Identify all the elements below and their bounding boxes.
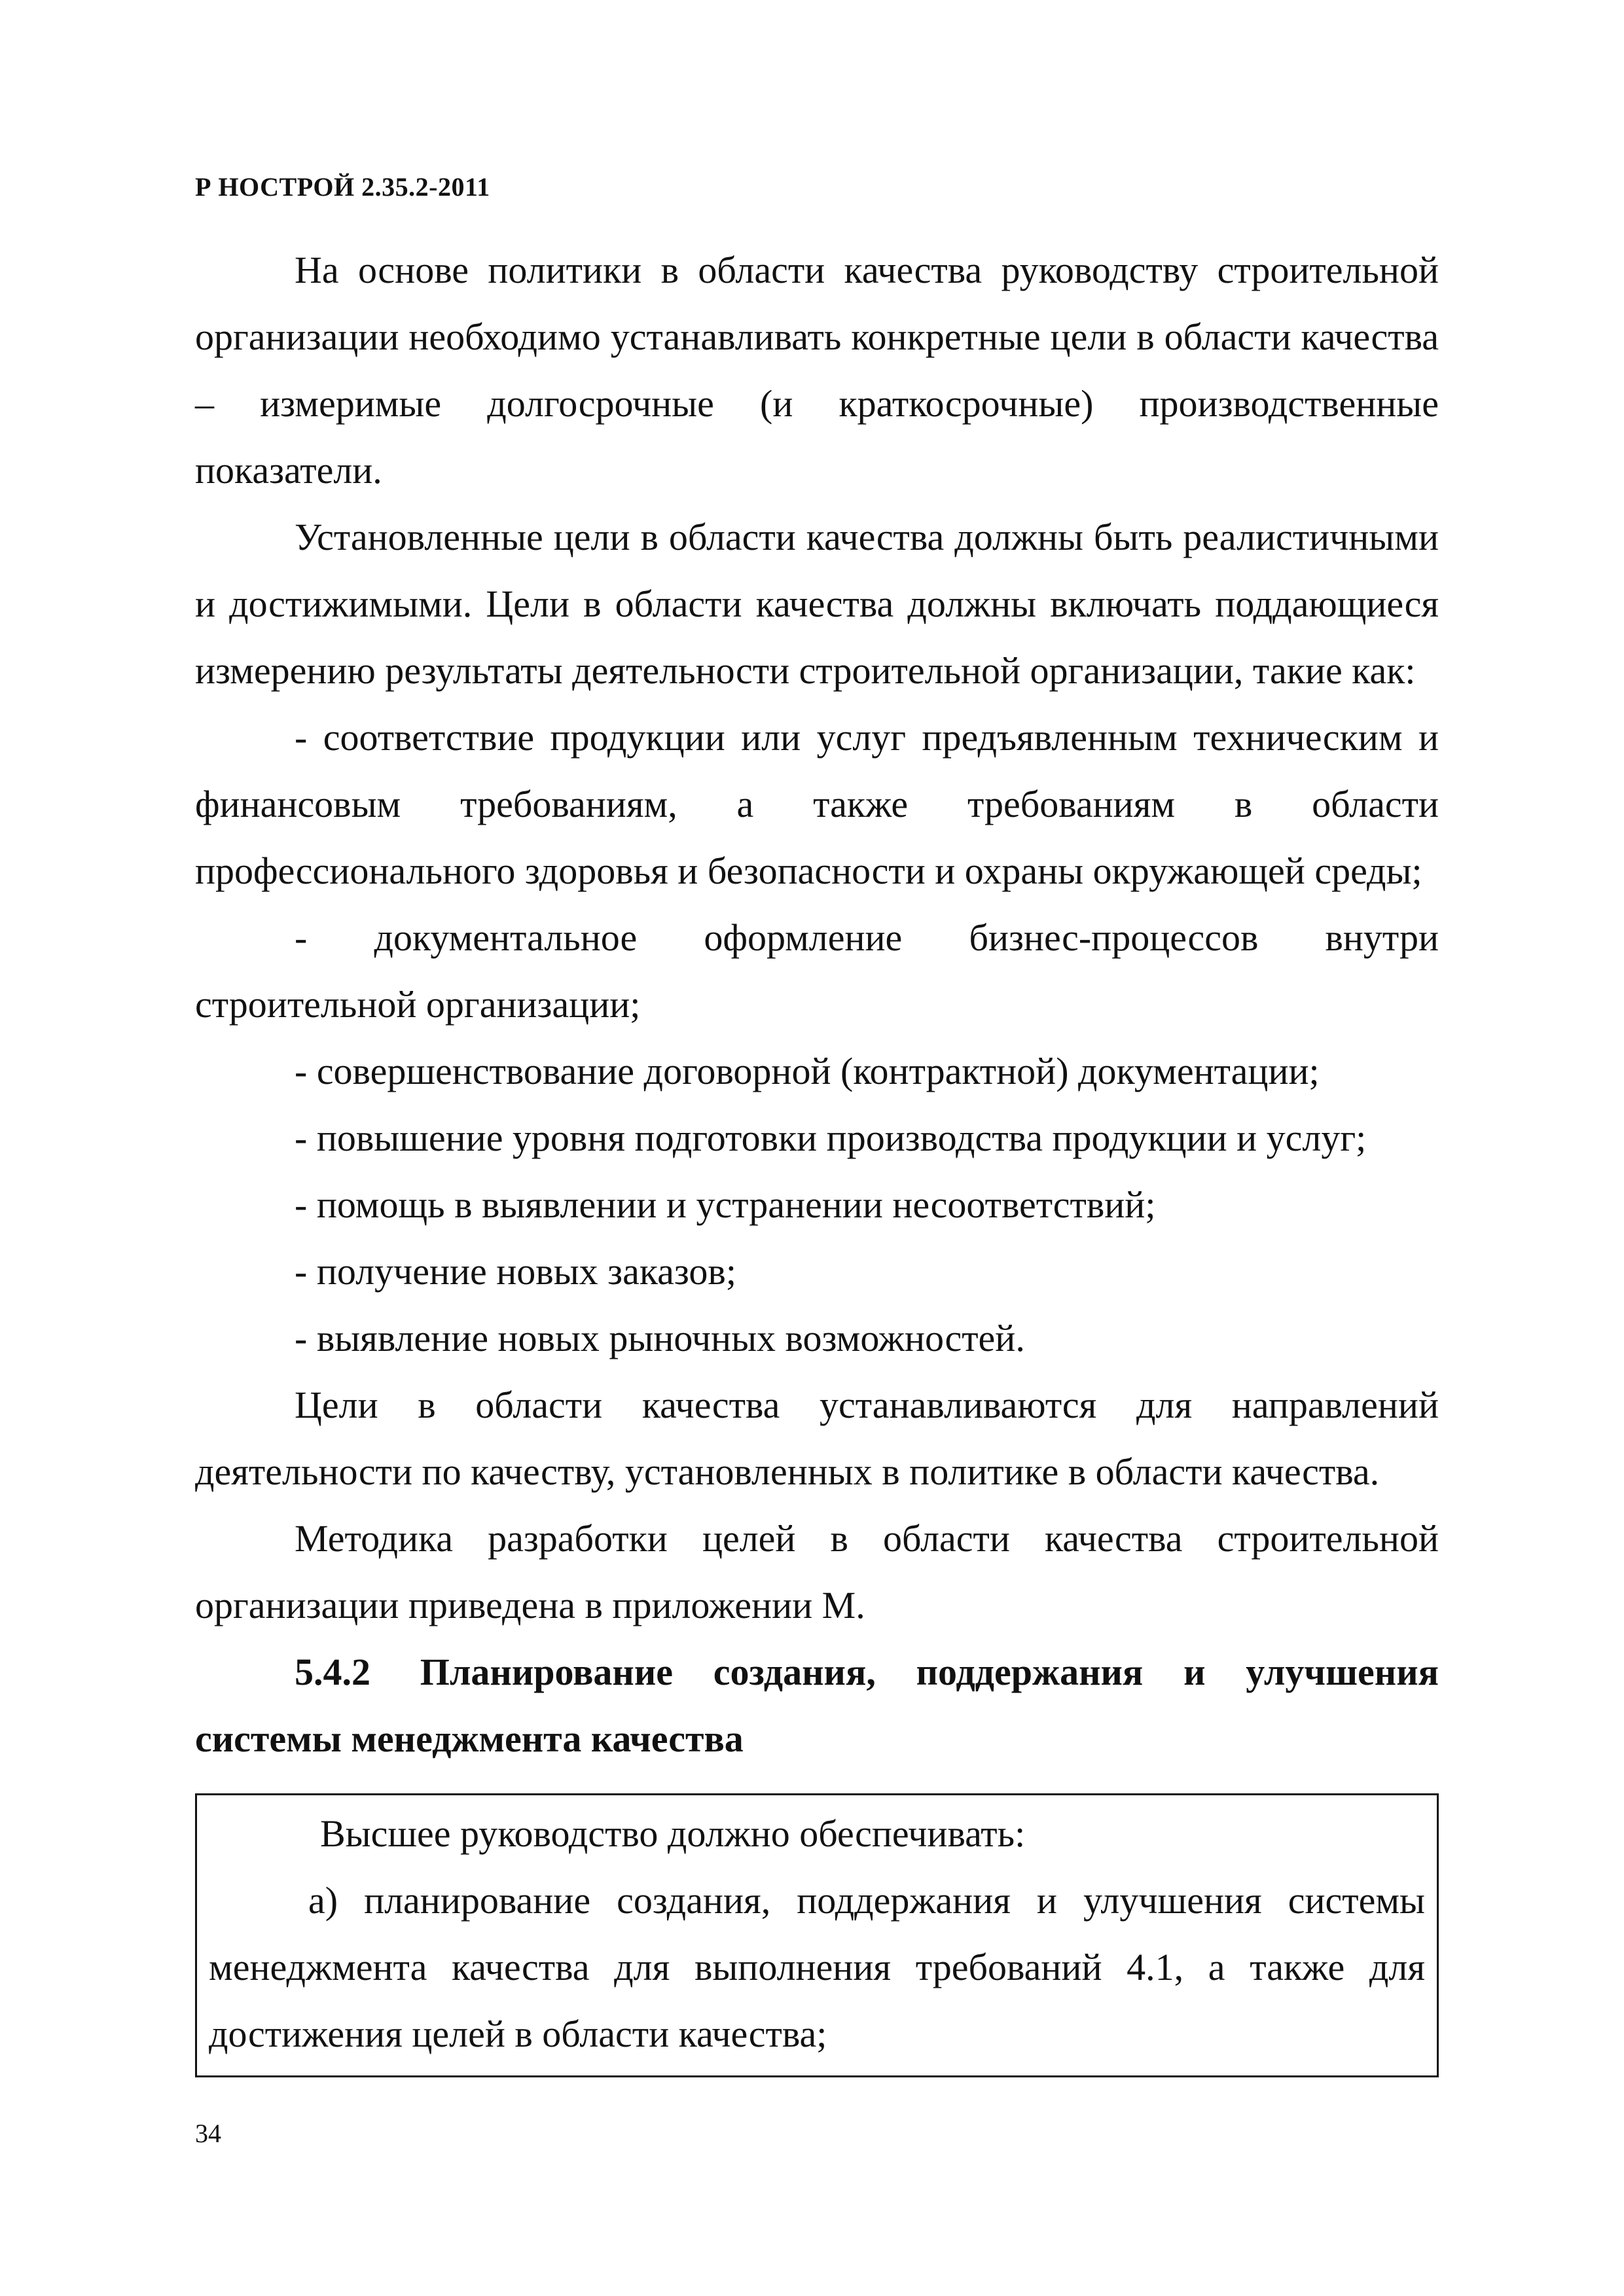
paragraph: Методика разработки целей в области качества строительной организации приведена в приложении М. bbox=[195, 1517, 1439, 1626]
list-item: - повышение уровня подготовки производства продукции и услуг; bbox=[295, 1117, 1367, 1159]
list-item: - помощь в выявлении и устранении несоответствий; bbox=[295, 1183, 1156, 1226]
list-item: - выявление новых рыночных возможностей. bbox=[295, 1317, 1025, 1359]
section-heading bbox=[195, 1639, 1439, 1772]
main-text bbox=[195, 237, 1439, 1772]
paragraph: Установленные цели в области качества должны быть реалистичными и достижимыми. Цели в области качества должны включать поддающиеся измерению результаты деятельности строительной организации, такие как: bbox=[195, 516, 1439, 692]
page-number: 34 bbox=[195, 2119, 221, 2148]
list-item: - получение новых заказов; bbox=[295, 1250, 736, 1293]
list-item: - соответствие продукции или услуг предъявленным техническим и финансовым требованиям, а также требованиям в области профессионального здоровья и безопасности и охраны окружающей среды; bbox=[195, 716, 1439, 892]
list-item: - документальное оформление бизнес-процессов внутри строительной организации; bbox=[195, 916, 1439, 1026]
list-item: - совершенствование договорной (контрактной) документации; bbox=[295, 1050, 1320, 1092]
requirement-item: а) планирование создания, поддержания и улучшения системы менеджмента качества для выполнения требований 4.1, а также для достижения целей в области качества; bbox=[209, 1879, 1425, 2055]
section-title: Планирование создания, поддержания и улучшения системы менеджмента качества bbox=[195, 1651, 1439, 1760]
paragraph: На основе политики в области качества руководству строительной организации необходимо устанавливать конкретные цели в области качества – измеримые долгосрочные (и краткосрочные) производственные показатели. bbox=[195, 249, 1439, 492]
requirement-box bbox=[195, 1793, 1439, 2077]
paragraph: Цели в области качества устанавливаются для направлений деятельности по качеству, установленных в политике в области качества. bbox=[195, 1384, 1439, 1493]
document-code: Р НОСТРОЙ 2.35.2-2011 bbox=[195, 172, 490, 202]
requirement-lead: Высшее руководство должно обеспечивать: bbox=[320, 1812, 1026, 1855]
section-number: 5.4.2 bbox=[295, 1651, 370, 1693]
